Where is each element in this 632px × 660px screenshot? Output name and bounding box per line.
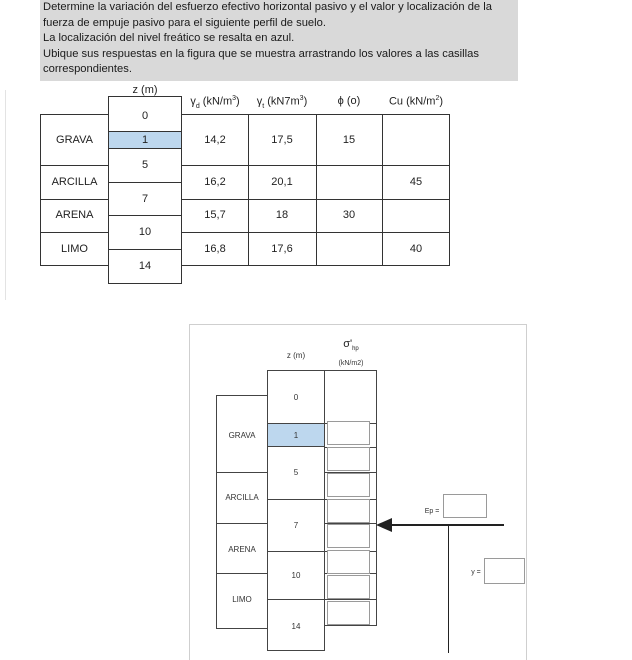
figure-soil-arcilla: ARCILLA <box>225 492 259 502</box>
sigma-symbol: σ' <box>343 338 353 350</box>
soil-name-grava: GRAVA <box>56 134 93 146</box>
answer-figure <box>189 324 527 660</box>
sigma-header <box>325 339 377 355</box>
sigma-dropbox-z7-arcilla[interactable] <box>327 524 370 548</box>
sigma-dropbox-z10-arena[interactable] <box>327 575 370 599</box>
grava-gamma-d: 14,2 <box>204 134 226 146</box>
sigma-dropbox-z5-arcilla[interactable] <box>327 499 370 523</box>
figure-soil-line <box>216 573 268 574</box>
arena-gamma-t: 18 <box>275 209 289 221</box>
figure-z-line <box>267 499 325 500</box>
y-reference-tick <box>436 525 448 526</box>
soil-name-arcilla: ARCILLA <box>51 176 98 188</box>
gamma-d-header: $\gamma_d$ $(kN/m^3)$ <box>190 95 240 110</box>
z-line-c <box>108 182 182 183</box>
depth-value: 7 <box>141 193 149 205</box>
figure-depth: 10 <box>291 570 301 580</box>
sigma-dropbox-z10-limo[interactable] <box>327 601 370 625</box>
soil-name-limo: LIMO <box>61 243 88 255</box>
instruction-line-5: correspondientes. <box>43 63 132 75</box>
depth-value-water-table: 1 <box>141 134 149 146</box>
sigma-dropbox-z1-grava[interactable] <box>327 421 370 445</box>
soil-line-c <box>40 232 109 233</box>
depth-value: 5 <box>141 159 149 171</box>
figure-soil-grava: GRAVA <box>228 430 256 440</box>
grid-hline-2 <box>181 199 450 200</box>
instruction-line-2: fuerza de empuje pasivo para el siguiente perfil de suelo. <box>43 16 326 29</box>
z-column <box>108 96 182 284</box>
depth-value: 10 <box>138 226 152 238</box>
y-answer-dropbox[interactable] <box>484 558 525 584</box>
sigma-dropbox-z5-grava[interactable] <box>327 473 370 497</box>
figure-soil-line <box>216 523 268 524</box>
limo-cu: 40 <box>409 243 423 255</box>
arena-cu <box>382 207 450 223</box>
arcilla-gamma-d: 16,2 <box>204 176 226 188</box>
arcilla-cu: 45 <box>409 176 423 188</box>
figure-z-header: z (m) <box>286 350 306 360</box>
z-line-d <box>108 215 182 216</box>
grava-phi: 15 <box>342 134 356 146</box>
soil-line-b <box>40 199 109 200</box>
figure-z-line <box>267 599 325 600</box>
figure-z-column <box>267 370 325 651</box>
figure-depth: 0 <box>293 392 299 402</box>
figure-soil-limo: LIMO <box>232 594 252 604</box>
instruction-line-4: Ubique sus respuestas en la figura que se muestra arrastrando los valores a las casillas <box>43 47 479 60</box>
grava-cu <box>382 131 450 149</box>
depth-value: 0 <box>141 110 149 122</box>
z-line-b <box>108 148 182 149</box>
y-reference-line <box>448 525 449 653</box>
limo-phi <box>316 241 382 257</box>
arcilla-phi <box>316 174 382 190</box>
sigma-dropbox-z1-below[interactable] <box>327 447 370 471</box>
depth-value: 14 <box>138 260 152 272</box>
left-margin-rule <box>5 90 6 300</box>
sigma-subscript: hp <box>352 346 359 353</box>
phi-header: ϕ (o) <box>337 95 361 107</box>
limo-gamma-t: 17,6 <box>271 243 293 255</box>
z-line-e <box>108 249 182 250</box>
grid-hline-1 <box>181 165 450 166</box>
figure-depth: 14 <box>291 621 301 631</box>
arcilla-gamma-t: 20,1 <box>271 176 293 188</box>
figure-z-line <box>267 551 325 552</box>
grid-hline-3 <box>181 232 450 233</box>
ep-answer-dropbox[interactable] <box>443 494 487 518</box>
limo-gamma-d: 16,8 <box>204 243 226 255</box>
sigma-units: (kN/m2) <box>338 359 364 367</box>
ep-label: Ep = <box>424 507 440 515</box>
soil-name-arena: ARENA <box>55 209 94 221</box>
figure-depth-water-table: 1 <box>293 430 299 440</box>
instruction-line-3: La localización del nivel freático se resalta en azul. <box>43 32 295 44</box>
figure-depth: 5 <box>293 467 299 477</box>
arena-phi: 30 <box>342 209 356 221</box>
arena-gamma-d: 15,7 <box>204 209 226 221</box>
cu-header: Cu $(kN/m^2)$ <box>388 95 444 108</box>
sigma-dropbox-z7-arena[interactable] <box>327 550 370 574</box>
grava-gamma-t: 17,5 <box>271 134 293 146</box>
figure-depth: 7 <box>293 520 299 530</box>
y-label: y = <box>471 568 481 576</box>
z-column-header: z (m) <box>132 84 158 96</box>
figure-soil-line <box>216 472 268 473</box>
figure-soil-arena: ARENA <box>228 544 256 554</box>
instructions-panel <box>40 0 518 81</box>
soil-line-a <box>40 165 109 166</box>
ep-arrowhead-icon <box>376 518 392 532</box>
gamma-t-header: $\gamma_t$ $(kN7m^3)$ <box>256 95 308 110</box>
instruction-line-1: Determine la variación del esfuerzo efectivo horizontal pasivo y el valor y localización de la <box>43 1 492 13</box>
sigma-line <box>324 599 377 600</box>
